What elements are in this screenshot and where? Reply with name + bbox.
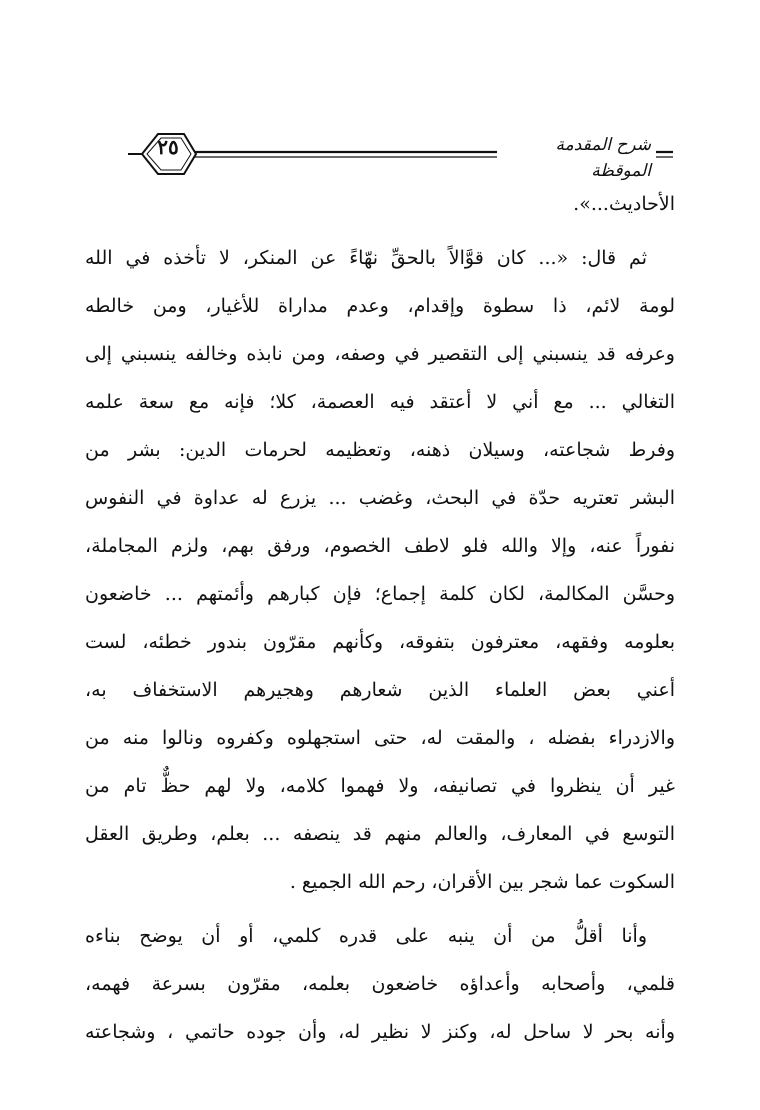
text-line: السكوت عما شجر بين الأقران، رحم الله الجميع . — [289, 871, 675, 893]
text-line: لومة لائم، ذا سطوة وإقدام، وعدم مداراة للأغيار، ومن خالطه — [85, 295, 675, 317]
text-line: وعرفه قد ينسبني إلى التقصير في وصفه، ومن نابذه وخالفه ينسبني إلى — [85, 343, 675, 365]
text-line: غير أن ينظروا في تصانيفه، ولا فهموا كلامه، ولا لهم حظٌّ تام من — [85, 775, 675, 797]
text-line: أعني بعض العلماء الذين شعارهم وهجيرهم الاستخفاف به، — [85, 679, 675, 701]
text-line: وأنه بحر لا ساحل له، وكنز لا نظير له، وأن جوده حاتمي ، وشجاعته — [85, 1021, 675, 1043]
text-line: نفوراً عنه، وإلا والله فلو لاطف الخصوم، ورفق بهم، ولزم المجاملة، — [85, 535, 675, 557]
paragraph — [85, 912, 675, 1056]
text-line: وحسَّن المكالمة، لكان كلمة إجماع؛ فإن كبارهم وأئمتهم ... خاضعون — [85, 583, 675, 605]
text-line: قلمي، وأصحابه وأعداؤه خاضعون بعلمه، مقرّون بسرعة فهمه، — [85, 973, 675, 995]
text-line: الأحاديث...». — [573, 193, 675, 215]
running-title: شرح المقدمة الموقظة — [497, 132, 655, 184]
text-line: التوسع في المعارف، والعالم منهم قد ينصفه ... بعلم، وطريق العقل — [85, 823, 675, 845]
page-body — [85, 180, 675, 1056]
running-header — [128, 122, 675, 181]
text-line: ثم قال: «... كان قوَّالاً بالحقِّ نهّاءً عن المنكر، لا تأخذه في الله — [85, 247, 647, 269]
text-line: التغالي ... مع أني لا أعتقد فيه العصمة، كلا؛ فإنه مع سعة علمه — [85, 391, 675, 413]
text-line: وفرط شجاعته، وسيلان ذهنه، وتعظيمه لحرمات الدين: بشر من — [85, 439, 675, 461]
paragraph — [85, 234, 675, 906]
text-line: بعلومه وفقهه، معترفون بتفوقه، وكأنهم مقرّون بندور خطئه، لست — [85, 631, 675, 653]
paragraph — [85, 180, 675, 228]
page-number: ٢٥ — [157, 135, 179, 159]
text-line: وأنا أقلُّ من أن ينبه على قدره كلمي، أو أن يوضح بناءه — [85, 925, 647, 947]
text-line: البشر تعتريه حدّة في البحث، وغضب ... يزرع له عداوة في النفوس — [85, 487, 675, 509]
text-line: والازدراء بفضله ، والمقت له، حتى استجهلوه وكفروه ونالوا منه من — [85, 727, 675, 749]
